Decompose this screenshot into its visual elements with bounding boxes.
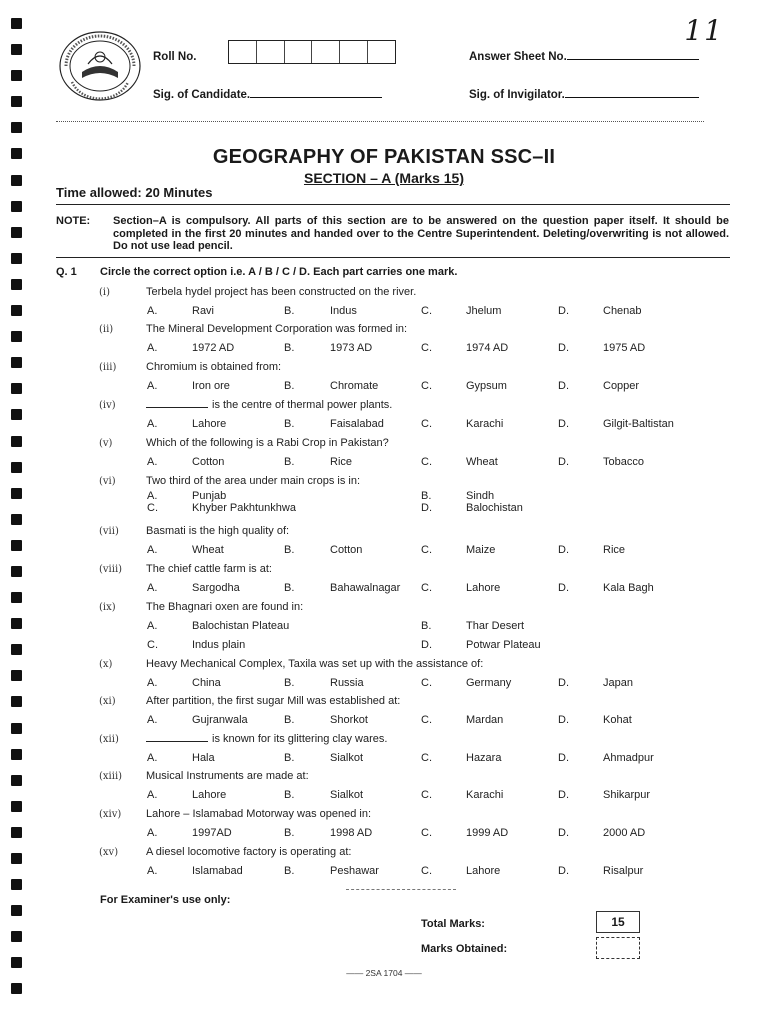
option-text[interactable]: Peshawar [330, 865, 379, 877]
option-letter[interactable]: A. [147, 456, 158, 468]
option-letter[interactable]: B. [284, 827, 295, 839]
binder-mark [11, 670, 22, 681]
option-text[interactable]: Potwar Plateau [466, 639, 541, 651]
option-text[interactable]: Gilgit-Baltistan [603, 418, 674, 430]
marks-obtained-label: Marks Obtained: [421, 943, 508, 955]
option-letter[interactable]: B. [284, 305, 295, 317]
option-text[interactable]: Cotton [192, 456, 225, 468]
option-text[interactable]: Copper [603, 380, 640, 392]
binder-mark [11, 853, 22, 864]
item-number: (xi) [99, 696, 116, 707]
option-letter[interactable]: A. [147, 582, 158, 594]
option-text[interactable]: Maize [466, 544, 496, 556]
option-letter[interactable]: A. [147, 342, 158, 354]
option-text[interactable]: Lahore [192, 789, 227, 801]
item-question-text: The Bhagnari oxen are found in: [146, 601, 304, 613]
item-question-text: Basmati is the high quality of: [146, 525, 290, 537]
paper-code-text: 2SA 1704 [365, 968, 403, 978]
option-text[interactable]: 1999 AD [466, 827, 509, 839]
binder-mark [11, 122, 22, 133]
option-text[interactable]: 1973 AD [330, 342, 373, 354]
item-number: (iv) [99, 400, 116, 411]
option-letter[interactable]: B. [284, 677, 295, 689]
item-question-text: The chief cattle farm is at: [146, 563, 272, 575]
item-question [146, 658, 483, 670]
item-question-text: Musical Instruments are made at: [146, 770, 309, 782]
item-question-text: The Mineral Development Corporation was formed in: [146, 323, 408, 335]
option-text[interactable]: 2000 AD [603, 827, 646, 839]
option-letter[interactable]: C. [421, 342, 432, 354]
binder-mark [11, 96, 22, 107]
option-letter[interactable]: D. [421, 639, 432, 651]
item-question [146, 695, 400, 707]
option-letter[interactable]: B. [284, 418, 295, 430]
option-letter[interactable]: A. [147, 418, 158, 430]
binder-mark [11, 592, 22, 603]
option-text[interactable]: Sialkot [330, 789, 364, 801]
option-text[interactable]: Kala Bagh [603, 582, 654, 594]
option-letter[interactable]: D. [558, 305, 569, 317]
option-text[interactable]: 1975 AD [603, 342, 646, 354]
item-question-text: Heavy Mechanical Complex, Taxila was set up with the assistance of: [146, 658, 484, 670]
option-letter[interactable]: B. [284, 380, 295, 392]
option-text[interactable]: 1997AD [192, 827, 232, 839]
option-text[interactable]: Jhelum [466, 305, 502, 317]
option-letter[interactable]: A. [147, 490, 158, 502]
option-text[interactable]: Balochistan Plateau [192, 620, 290, 632]
option-letter[interactable]: C. [147, 502, 158, 514]
option-letter[interactable]: A. [147, 714, 158, 726]
option-text[interactable]: Gypsum [466, 380, 507, 392]
option-text[interactable]: Punjab [192, 490, 227, 502]
binder-mark [11, 696, 22, 707]
option-text[interactable]: Rice [603, 544, 626, 556]
binder-mark [11, 462, 22, 473]
examiner-label: For Examiner's use only: [100, 894, 231, 906]
option-text[interactable]: Lahore [466, 865, 501, 877]
time-allowed: Time allowed: 20 Minutes [56, 185, 213, 200]
option-letter[interactable]: A. [147, 677, 158, 689]
marks-obtained-box[interactable] [596, 937, 640, 959]
option-text[interactable]: Russia [330, 677, 364, 689]
binder-mark [11, 983, 22, 994]
option-letter[interactable]: B. [284, 544, 295, 556]
option-text[interactable]: Tobacco [603, 456, 644, 468]
option-letter[interactable]: C. [421, 380, 432, 392]
item-number: (vii) [99, 526, 119, 537]
option-letter[interactable]: A. [147, 789, 158, 801]
binder-mark [11, 18, 22, 29]
option-text[interactable]: Shorkot [330, 714, 368, 726]
binder-mark [11, 201, 22, 212]
item-question [146, 563, 272, 575]
option-text[interactable]: Islamabad [192, 865, 243, 877]
cut-line [56, 121, 704, 122]
option-letter[interactable]: D. [558, 418, 569, 430]
item-number: (xiii) [99, 771, 123, 782]
binder-mark [11, 540, 22, 551]
roll-no-label: Roll No. [153, 51, 197, 63]
option-text[interactable]: 1974 AD [466, 342, 509, 354]
examiner-signature-line [346, 889, 456, 890]
option-text[interactable]: Karachi [466, 789, 504, 801]
item-question-text: Chromium is obtained from: [146, 361, 282, 373]
option-letter[interactable]: D. [558, 827, 569, 839]
option-text[interactable]: Mardan [466, 714, 504, 726]
option-text[interactable]: Chenab [603, 305, 642, 317]
item-question [146, 286, 416, 298]
item-number: (ix) [99, 602, 116, 613]
option-text[interactable]: Indus [330, 305, 357, 317]
option-text[interactable]: Lahore [466, 582, 501, 594]
note-text: Section–A is compulsory. All parts of this section are to be answered on the question paper itself. It should be completed in the first 20 minutes and handed over to the Centre Superintendent. Deleting/overwriting is not allowed. Do not use lead pencil. [113, 215, 729, 252]
option-letter[interactable]: A. [147, 827, 158, 839]
item-number: (xii) [99, 734, 119, 745]
option-letter[interactable]: C. [421, 714, 432, 726]
option-letter[interactable]: D. [558, 380, 569, 392]
item-number: (xiv) [99, 809, 122, 820]
option-letter[interactable]: B. [284, 582, 295, 594]
paper-title: GEOGRAPHY OF PAKISTAN SSC–II [212, 146, 556, 168]
option-letter[interactable]: B. [284, 456, 295, 468]
option-letter[interactable]: B. [284, 865, 295, 877]
option-letter[interactable]: D. [558, 456, 569, 468]
option-letter[interactable]: D. [558, 582, 569, 594]
item-question-text: is known for its glittering clay wares. [212, 733, 388, 745]
option-letter[interactable]: C. [421, 582, 432, 594]
option-text[interactable]: 1972 AD [192, 342, 235, 354]
option-text[interactable]: Ahmadpur [603, 752, 654, 764]
question-number: Q. 1 [56, 266, 77, 278]
item-question-text: After partition, the first sugar Mill was established at: [146, 695, 401, 707]
option-text[interactable]: Karachi [466, 418, 504, 430]
binder-mark [11, 514, 22, 525]
item-question-text: Two third of the area under main crops is in: [146, 475, 360, 487]
option-text[interactable]: Gujranwala [192, 714, 248, 726]
option-text[interactable]: Chromate [330, 380, 379, 392]
option-letter[interactable]: D. [558, 342, 569, 354]
option-letter[interactable]: D. [558, 789, 569, 801]
option-letter[interactable]: D. [558, 865, 569, 877]
option-text[interactable]: Thar Desert [466, 620, 525, 632]
option-letter[interactable]: D. [558, 544, 569, 556]
option-letter[interactable]: A. [147, 305, 158, 317]
divider [56, 204, 730, 205]
binder-mark [11, 383, 22, 394]
item-question-text: Terbela hydel project has been constructed on the river. [146, 286, 417, 298]
binder-mark [11, 566, 22, 577]
question-instruction: Circle the correct option i.e. A / B / C / D. Each part carries one mark. [100, 266, 458, 278]
binder-mark [11, 775, 22, 786]
candidate-signature-field[interactable] [153, 89, 382, 101]
option-letter[interactable]: D. [558, 677, 569, 689]
item-number: (viii) [99, 564, 123, 575]
item-question-text: Lahore – Islamabad Motorway was opened in: [146, 808, 372, 820]
binder-mark [11, 253, 22, 264]
option-letter[interactable]: B. [421, 620, 432, 632]
option-text[interactable]: Hazara [466, 752, 502, 764]
item-question [146, 323, 407, 335]
total-marks-label: Total Marks: [421, 918, 485, 930]
item-question-text: Which of the following is a Rabi Crop in Pakistan? [146, 437, 389, 449]
item-number: (ii) [99, 324, 114, 335]
option-letter[interactable]: C. [421, 789, 432, 801]
option-letter[interactable]: B. [284, 789, 295, 801]
item-question [146, 475, 360, 487]
answer-sheet-no-field[interactable] [469, 51, 699, 63]
binder-mark [11, 801, 22, 812]
binder-mark [11, 905, 22, 916]
option-letter[interactable]: A. [147, 620, 158, 632]
option-text[interactable]: Germany [466, 677, 512, 689]
option-letter[interactable]: A. [147, 544, 158, 556]
binder-mark [11, 827, 22, 838]
option-text[interactable]: Sindh [466, 490, 495, 502]
option-letter[interactable]: C. [421, 677, 432, 689]
binder-mark [11, 357, 22, 368]
option-text[interactable]: Khyber Pakhtunkhwa [192, 502, 296, 514]
fill-blank [146, 407, 208, 408]
sig-invigilator-label: Sig. of Invigilator. [469, 89, 565, 101]
item-number: (i) [99, 287, 111, 298]
invigilator-signature-field[interactable] [469, 89, 699, 101]
option-text[interactable]: Ravi [192, 305, 215, 317]
binder-mark [11, 618, 22, 629]
option-text[interactable]: Cotton [330, 544, 363, 556]
option-letter[interactable]: C. [421, 456, 432, 468]
binder-mark [11, 227, 22, 238]
option-letter[interactable]: C. [147, 639, 158, 651]
option-letter[interactable]: D. [421, 502, 432, 514]
item-question-text: is the centre of thermal power plants. [212, 399, 393, 411]
option-text[interactable]: Japan [603, 677, 633, 689]
binder-mark [11, 305, 22, 316]
option-letter[interactable]: B. [284, 752, 295, 764]
option-letter[interactable]: C. [421, 418, 432, 430]
note-label: NOTE: [56, 215, 91, 227]
board-seal-logo [58, 30, 142, 102]
option-letter[interactable]: C. [421, 827, 432, 839]
option-letter[interactable]: C. [421, 544, 432, 556]
option-text[interactable]: Hala [192, 752, 215, 764]
option-text[interactable]: Sialkot [330, 752, 364, 764]
item-number: (v) [99, 438, 113, 449]
option-text[interactable]: Kohat [603, 714, 632, 726]
binder-mark [11, 409, 22, 420]
answer-sheet-label: Answer Sheet No. [469, 51, 567, 63]
binder-mark [11, 279, 22, 290]
option-text[interactable]: Bahawalnagar [330, 582, 401, 594]
option-text[interactable]: Shikarpur [603, 789, 651, 801]
option-letter[interactable]: C. [421, 865, 432, 877]
option-letter[interactable]: A. [147, 380, 158, 392]
option-text[interactable]: Faisalabad [330, 418, 384, 430]
option-text[interactable]: China [192, 677, 221, 689]
item-question [146, 399, 392, 411]
option-text[interactable]: Wheat [192, 544, 224, 556]
option-text[interactable]: 1998 AD [330, 827, 373, 839]
item-question [146, 846, 351, 858]
binder-mark [11, 957, 22, 968]
option-letter[interactable]: D. [558, 714, 569, 726]
item-question [146, 601, 303, 613]
option-text[interactable]: Iron ore [192, 380, 230, 392]
option-letter[interactable]: B. [284, 342, 295, 354]
option-text[interactable]: Lahore [192, 418, 227, 430]
option-letter[interactable]: A. [147, 752, 158, 764]
binder-mark [11, 879, 22, 890]
item-number: (x) [99, 659, 113, 670]
item-number: (xv) [99, 847, 119, 858]
option-text[interactable]: Balochistan [466, 502, 523, 514]
option-letter[interactable]: D. [558, 752, 569, 764]
item-question [146, 361, 281, 373]
item-number: (vi) [99, 476, 116, 487]
section-heading: SECTION – A (Marks 15) [303, 170, 464, 186]
option-text[interactable]: Risalpur [603, 865, 644, 877]
option-text[interactable]: Rice [330, 456, 353, 468]
paper-code: —— 2SA 1704 —— [346, 968, 422, 978]
binder-mark [11, 70, 22, 81]
fill-blank [146, 741, 208, 742]
item-number: (iii) [99, 362, 117, 373]
option-text[interactable]: Wheat [466, 456, 498, 468]
item-question-text: A diesel locomotive factory is operating at: [146, 846, 352, 858]
option-letter[interactable]: B. [421, 490, 432, 502]
binder-mark [11, 931, 22, 942]
option-letter[interactable]: C. [421, 305, 432, 317]
binder-mark [11, 436, 22, 447]
item-question [146, 733, 387, 745]
option-letter[interactable]: C. [421, 752, 432, 764]
option-text[interactable]: Indus plain [192, 639, 246, 651]
divider [56, 257, 730, 258]
page-number-mark: 11 [684, 14, 724, 47]
binder-mark [11, 749, 22, 760]
item-question [146, 770, 309, 782]
item-question [146, 808, 371, 820]
binder-mark [11, 723, 22, 734]
option-letter[interactable]: A. [147, 865, 158, 877]
binder-mark [11, 44, 22, 55]
item-question [146, 525, 289, 537]
binder-mark [11, 331, 22, 342]
roll-no-boxes[interactable] [228, 40, 396, 64]
item-question [146, 437, 389, 449]
option-letter[interactable]: B. [284, 714, 295, 726]
binder-mark [11, 488, 22, 499]
total-marks-box: 15 [596, 911, 640, 933]
option-text[interactable]: Sargodha [192, 582, 240, 594]
binder-mark [11, 644, 22, 655]
sig-candidate-label: Sig. of Candidate. [153, 89, 251, 101]
